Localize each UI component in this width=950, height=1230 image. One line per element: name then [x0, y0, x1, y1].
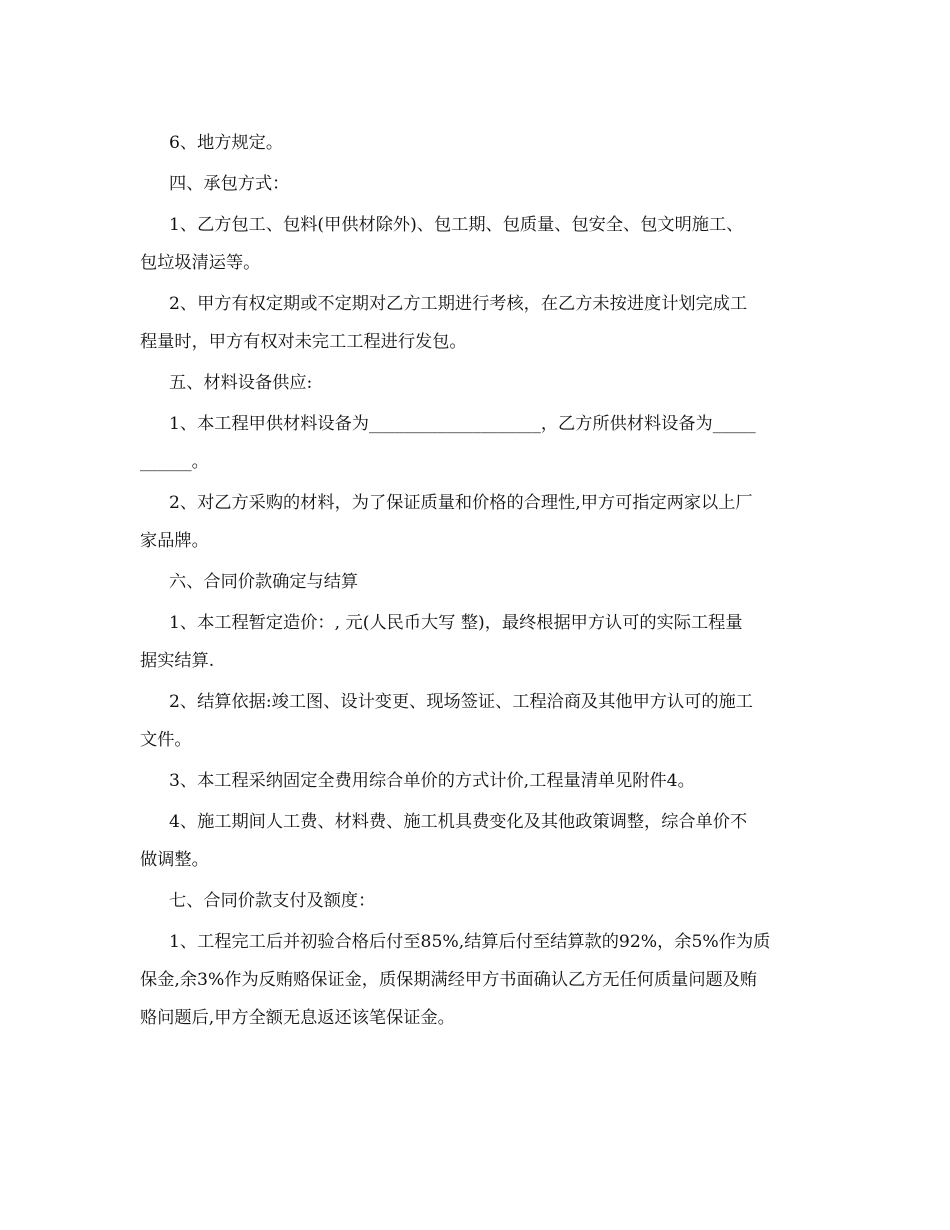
- text-line: 6、地方规定。: [169, 133, 284, 153]
- text-line: 2、甲方有权定期或不定期对乙方工期进行考核，在乙方未按进度计划完成工: [169, 294, 748, 314]
- text-line: 2、对乙方采购的材料，为了保证质量和价格的合理性,甲方可指定两家以上厂: [169, 493, 753, 513]
- text-line: 赂问题后,甲方全额无息返还该笔保证金。: [140, 1008, 455, 1028]
- section-heading: 七、合同价款支付及额度：: [169, 891, 376, 911]
- text-line: 1、工程完工后并初验合格后付至85%,结算后付至结算款的92%，余5%作为质: [169, 932, 771, 952]
- text-line: 1、乙方包工、包料(甲供材除外)、包工期、包质量、包安全、包文明施工、: [169, 215, 744, 235]
- document-body: [140, 128, 808, 1034]
- section-heading: 六、合同价款确定与结算: [169, 572, 359, 592]
- text-line: 家品牌。: [140, 531, 209, 551]
- text-line: 文件。: [140, 730, 192, 750]
- section-heading: 五、材料设备供应:: [169, 373, 313, 393]
- text-line: ______。: [140, 452, 209, 472]
- text-line: 3、本工程采纳固定全费用综合单价的方式计价,工程量清单见附件4。: [169, 771, 695, 791]
- text-line: 4、施工期间人工费、材料费、施工机具费变化及其他政策调整，综合单价不: [169, 812, 748, 832]
- text-line: 包垃圾清运等。: [140, 253, 261, 273]
- text-line: 做调整。: [140, 850, 209, 870]
- text-line: 据实结算.: [140, 651, 215, 671]
- text-line: 1、本工程甲供材料设备为____________________，乙方所供材料设备为_____: [169, 414, 756, 434]
- section-heading: 四、承包方式：: [169, 174, 290, 194]
- text-line: 2、结算依据:竣工图、设计变更、现场签证、工程洽商及其他甲方认可的施工: [169, 692, 753, 712]
- text-line: 1、本工程暂定造价：, 元(人民币大写 整)，最终根据甲方认可的实际工程量: [169, 613, 743, 633]
- text-line: 程量时，甲方有权对未完工工程进行发包。: [140, 332, 467, 352]
- text-line: 保金,余3%作为反贿赂保证金，质保期满经甲方书面确认乙方无任何质量问题及贿: [140, 970, 758, 990]
